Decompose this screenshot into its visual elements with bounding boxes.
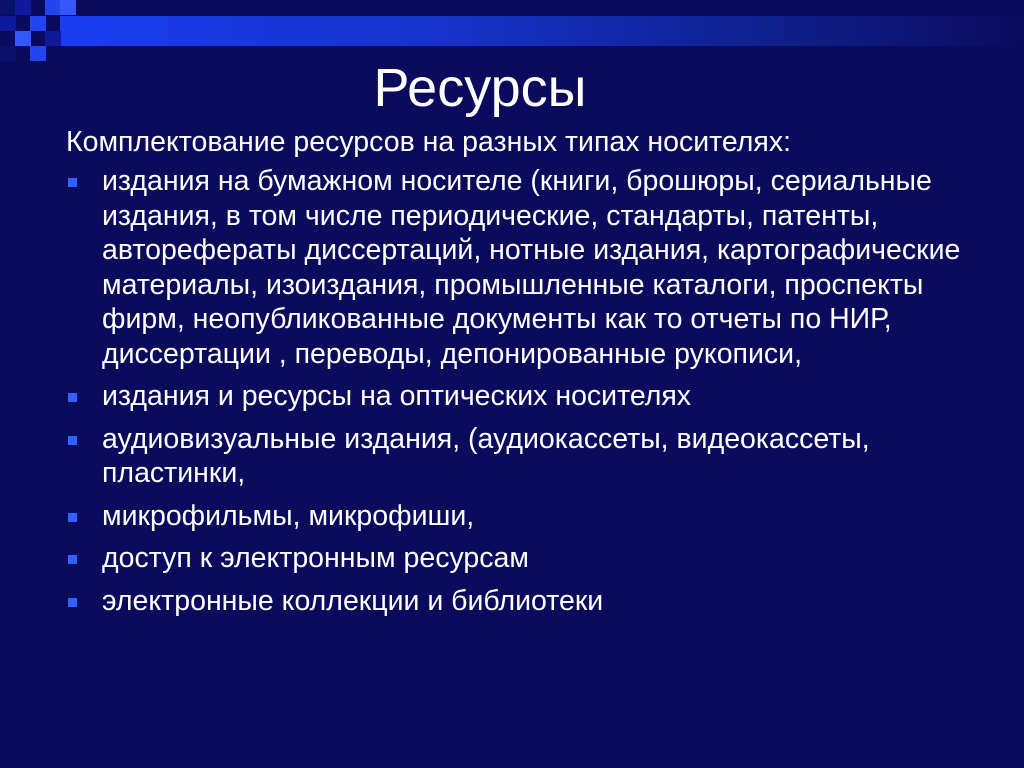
square-bullet-icon bbox=[68, 393, 77, 402]
bullet-text: аудиовизуальные издания, (аудиокассеты, видеокассеты, пластинки, bbox=[102, 422, 870, 489]
bullet-text: микрофильмы, микрофиши, bbox=[102, 499, 475, 532]
decorative-top-bar bbox=[60, 16, 1024, 46]
slide-subtitle: Комплектование ресурсов на разных типах носителях: bbox=[66, 126, 792, 158]
bullet-text: издания на бумажном носителе (книги, брошюры, сериальные издания, в том числе периодические, стандарты, патенты, авторефераты диссертаций, нотные издания, картографические материалы, изоиздания, промышленные каталоги, проспекты фирм, неопубликованные документы как то отчеты по НИР, диссертации , переводы, депонированные рукописи, bbox=[102, 165, 961, 370]
bullet-item bbox=[66, 541, 996, 576]
bullet-text: доступ к электронным ресурсам bbox=[102, 542, 529, 574]
slide-title: Ресурсы bbox=[373, 58, 587, 118]
bullet-item bbox=[66, 422, 996, 491]
bullet-list bbox=[66, 164, 996, 626]
square-bullet-icon bbox=[68, 598, 77, 607]
square-bullet-icon bbox=[68, 436, 77, 445]
bullet-text: издания и ресурсы на оптических носителях bbox=[102, 380, 692, 412]
bullet-item bbox=[66, 379, 996, 414]
bullet-item bbox=[66, 164, 996, 371]
bullet-item bbox=[66, 584, 996, 619]
square-bullet-icon bbox=[68, 178, 77, 187]
square-bullet-icon bbox=[68, 555, 77, 564]
bullet-item bbox=[66, 499, 996, 534]
square-bullet-icon bbox=[68, 513, 77, 522]
bullet-text: электронные коллекции и библиотеки bbox=[102, 584, 604, 617]
